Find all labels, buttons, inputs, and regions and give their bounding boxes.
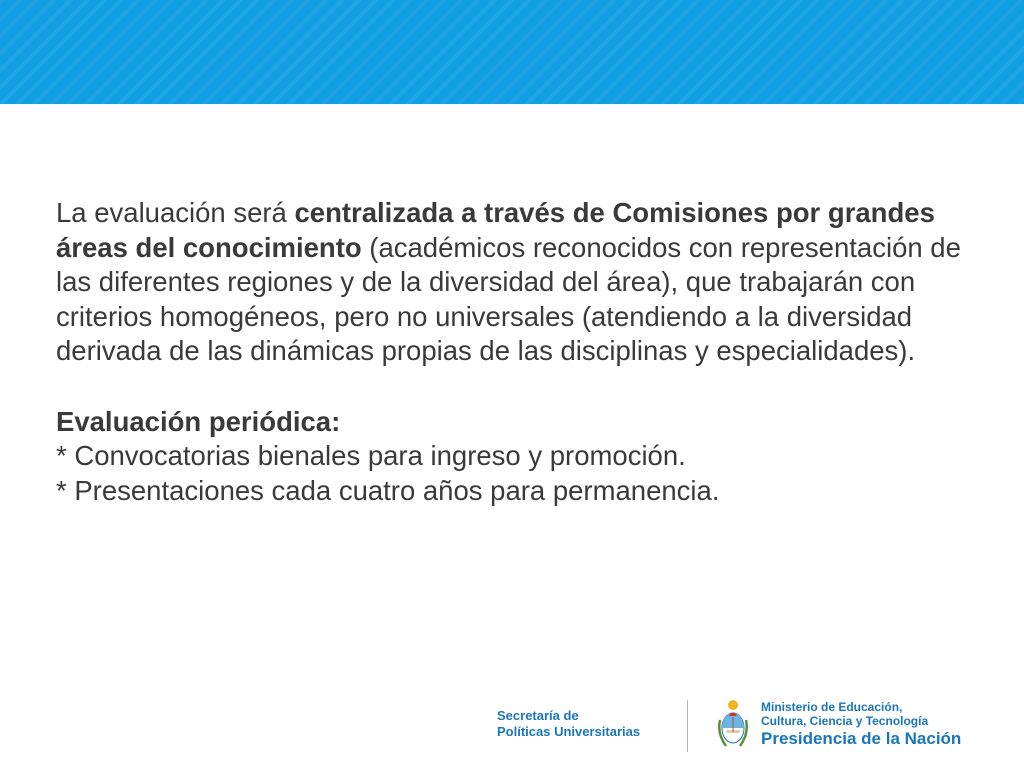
secretaria-line: Secretaría de bbox=[497, 708, 579, 723]
secretaria-line: Políticas Universitarias bbox=[497, 724, 641, 739]
periodic-evaluation-heading: Evaluación periódica: bbox=[56, 405, 341, 437]
periodic-item: * Convocatorias bienales para ingreso y promoción. bbox=[56, 440, 686, 471]
paragraph-text-continued: (académicos reconocidos con representación de las diferentes regiones y de la diversidad del área), que trabajarán con criterios homogéneos, pero no universales (atendiendo a la diversidad derivada de las dinámicas propias de las disciplinas y especialidades). bbox=[56, 231, 961, 366]
top-banner bbox=[0, 0, 1024, 104]
argentina-coat-of-arms-icon bbox=[716, 698, 750, 750]
footer-divider bbox=[687, 700, 688, 752]
ministry-line: Ministerio de Educación, bbox=[761, 700, 903, 714]
paragraph-text: La evaluación será bbox=[56, 197, 295, 228]
paragraph-bold-text: centralizada a través de Comisiones por grandes áreas del conocimiento bbox=[56, 197, 935, 263]
secretaria-logo-text bbox=[497, 708, 640, 740]
periodic-item: * Presentaciones cada cuatro años para permanencia. bbox=[56, 474, 720, 506]
slide-content bbox=[56, 196, 976, 508]
ministry-line: Cultura, Ciencia y Tecnología bbox=[761, 714, 929, 728]
presidencia-text: Presidencia de la Nación bbox=[761, 729, 962, 748]
paragraph-centralized-evaluation bbox=[56, 196, 976, 369]
ministry-logo-text bbox=[761, 700, 961, 750]
